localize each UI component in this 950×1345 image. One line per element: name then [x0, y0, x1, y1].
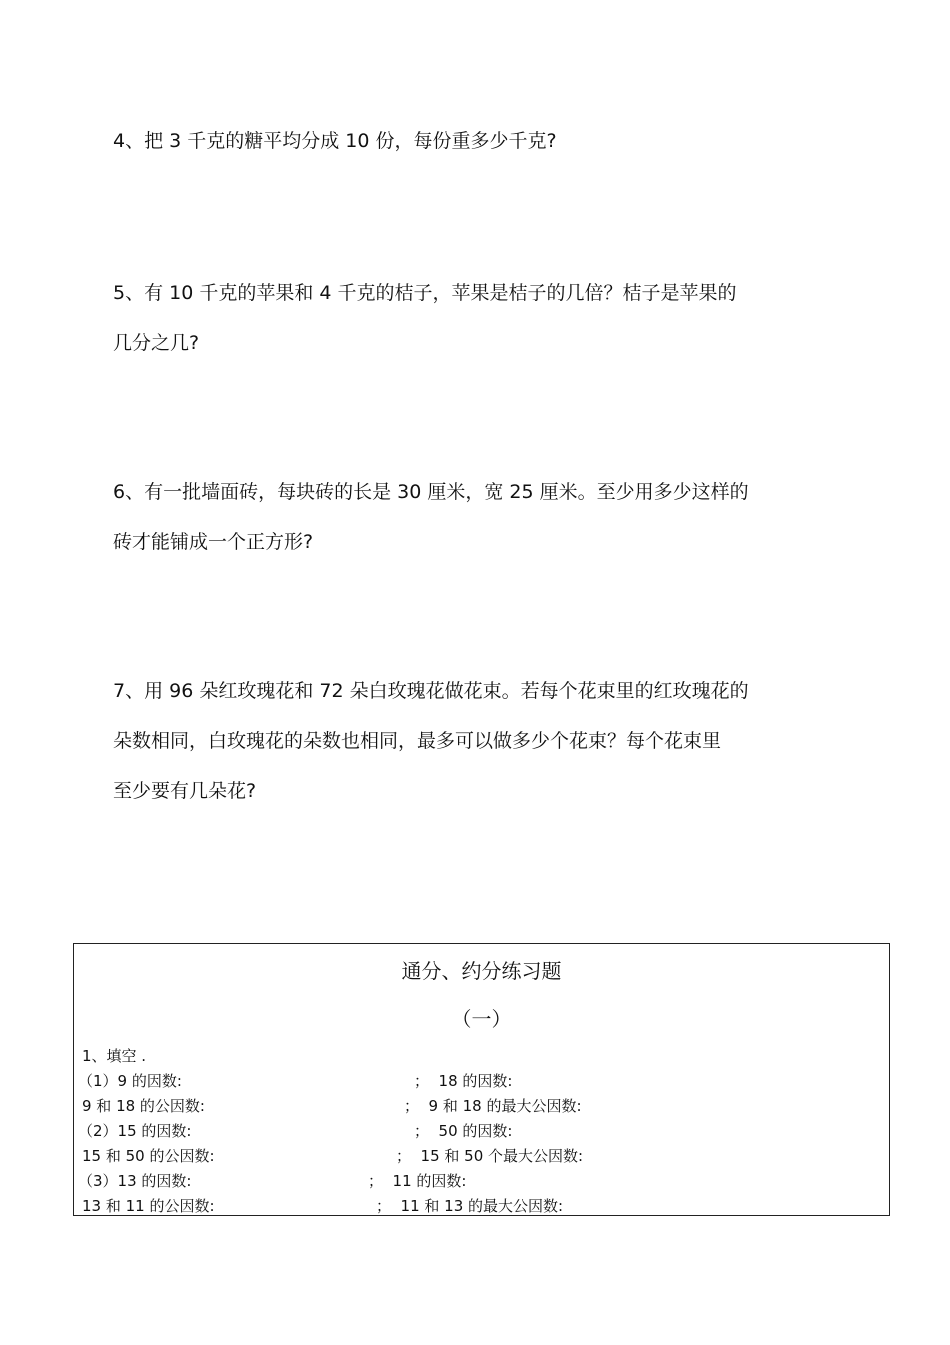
fill-left: （2）15 的因数:	[78, 1122, 192, 1140]
exercise-subtitle: （一）	[451, 1007, 512, 1031]
fill-left: （1）9 的因数:	[78, 1072, 182, 1090]
fill-left: 15 和 50 的公因数:	[82, 1147, 215, 1165]
fill-right: ； 15 和 50 个最大公因数:	[396, 1147, 584, 1165]
fill-right: ； 11 的因数:	[368, 1172, 467, 1190]
fill-right: ； 11 和 13 的最大公因数:	[376, 1197, 564, 1215]
problem-line: 5、有 10 千克的苹果和 4 千克的桔子，苹果是桔子的几倍？桔子是苹果的	[113, 282, 737, 304]
exercise-title: 通分、约分练习题	[401, 959, 562, 983]
fill-right: ； 50 的因数:	[414, 1122, 513, 1140]
problem-line: 4、把 3 千克的糖平均分成 10 份，每份重多少千克?	[113, 130, 557, 152]
fill-right: ； 9 和 18 的最大公因数:	[404, 1097, 582, 1115]
exercise-box	[73, 943, 890, 1216]
fill-left: 13 和 11 的公因数:	[82, 1197, 215, 1215]
problem-line: 朵数相同，白玫瑰花的朵数也相同，最多可以做多少个花束？每个花束里	[113, 730, 722, 752]
fill-left: （3）13 的因数:	[78, 1172, 192, 1190]
fill-left: 9 和 18 的公因数:	[82, 1097, 205, 1115]
problem-line: 7、用 96 朵红玫瑰花和 72 朵白玫瑰花做花束。若每个花束里的红玫瑰花的	[113, 680, 749, 702]
problem-line: 几分之几?	[113, 332, 200, 354]
fill-right: ； 18 的因数:	[414, 1072, 513, 1090]
problem-line: 6、有一批墙面砖，每块砖的长是 30 厘米，宽 25 厘米。至少用多少这样的	[113, 481, 749, 503]
problem-line: 至少要有几朵花?	[113, 780, 257, 802]
section-heading: 1、填空 .	[82, 1047, 147, 1065]
problem-line: 砖才能铺成一个正方形?	[113, 531, 314, 553]
